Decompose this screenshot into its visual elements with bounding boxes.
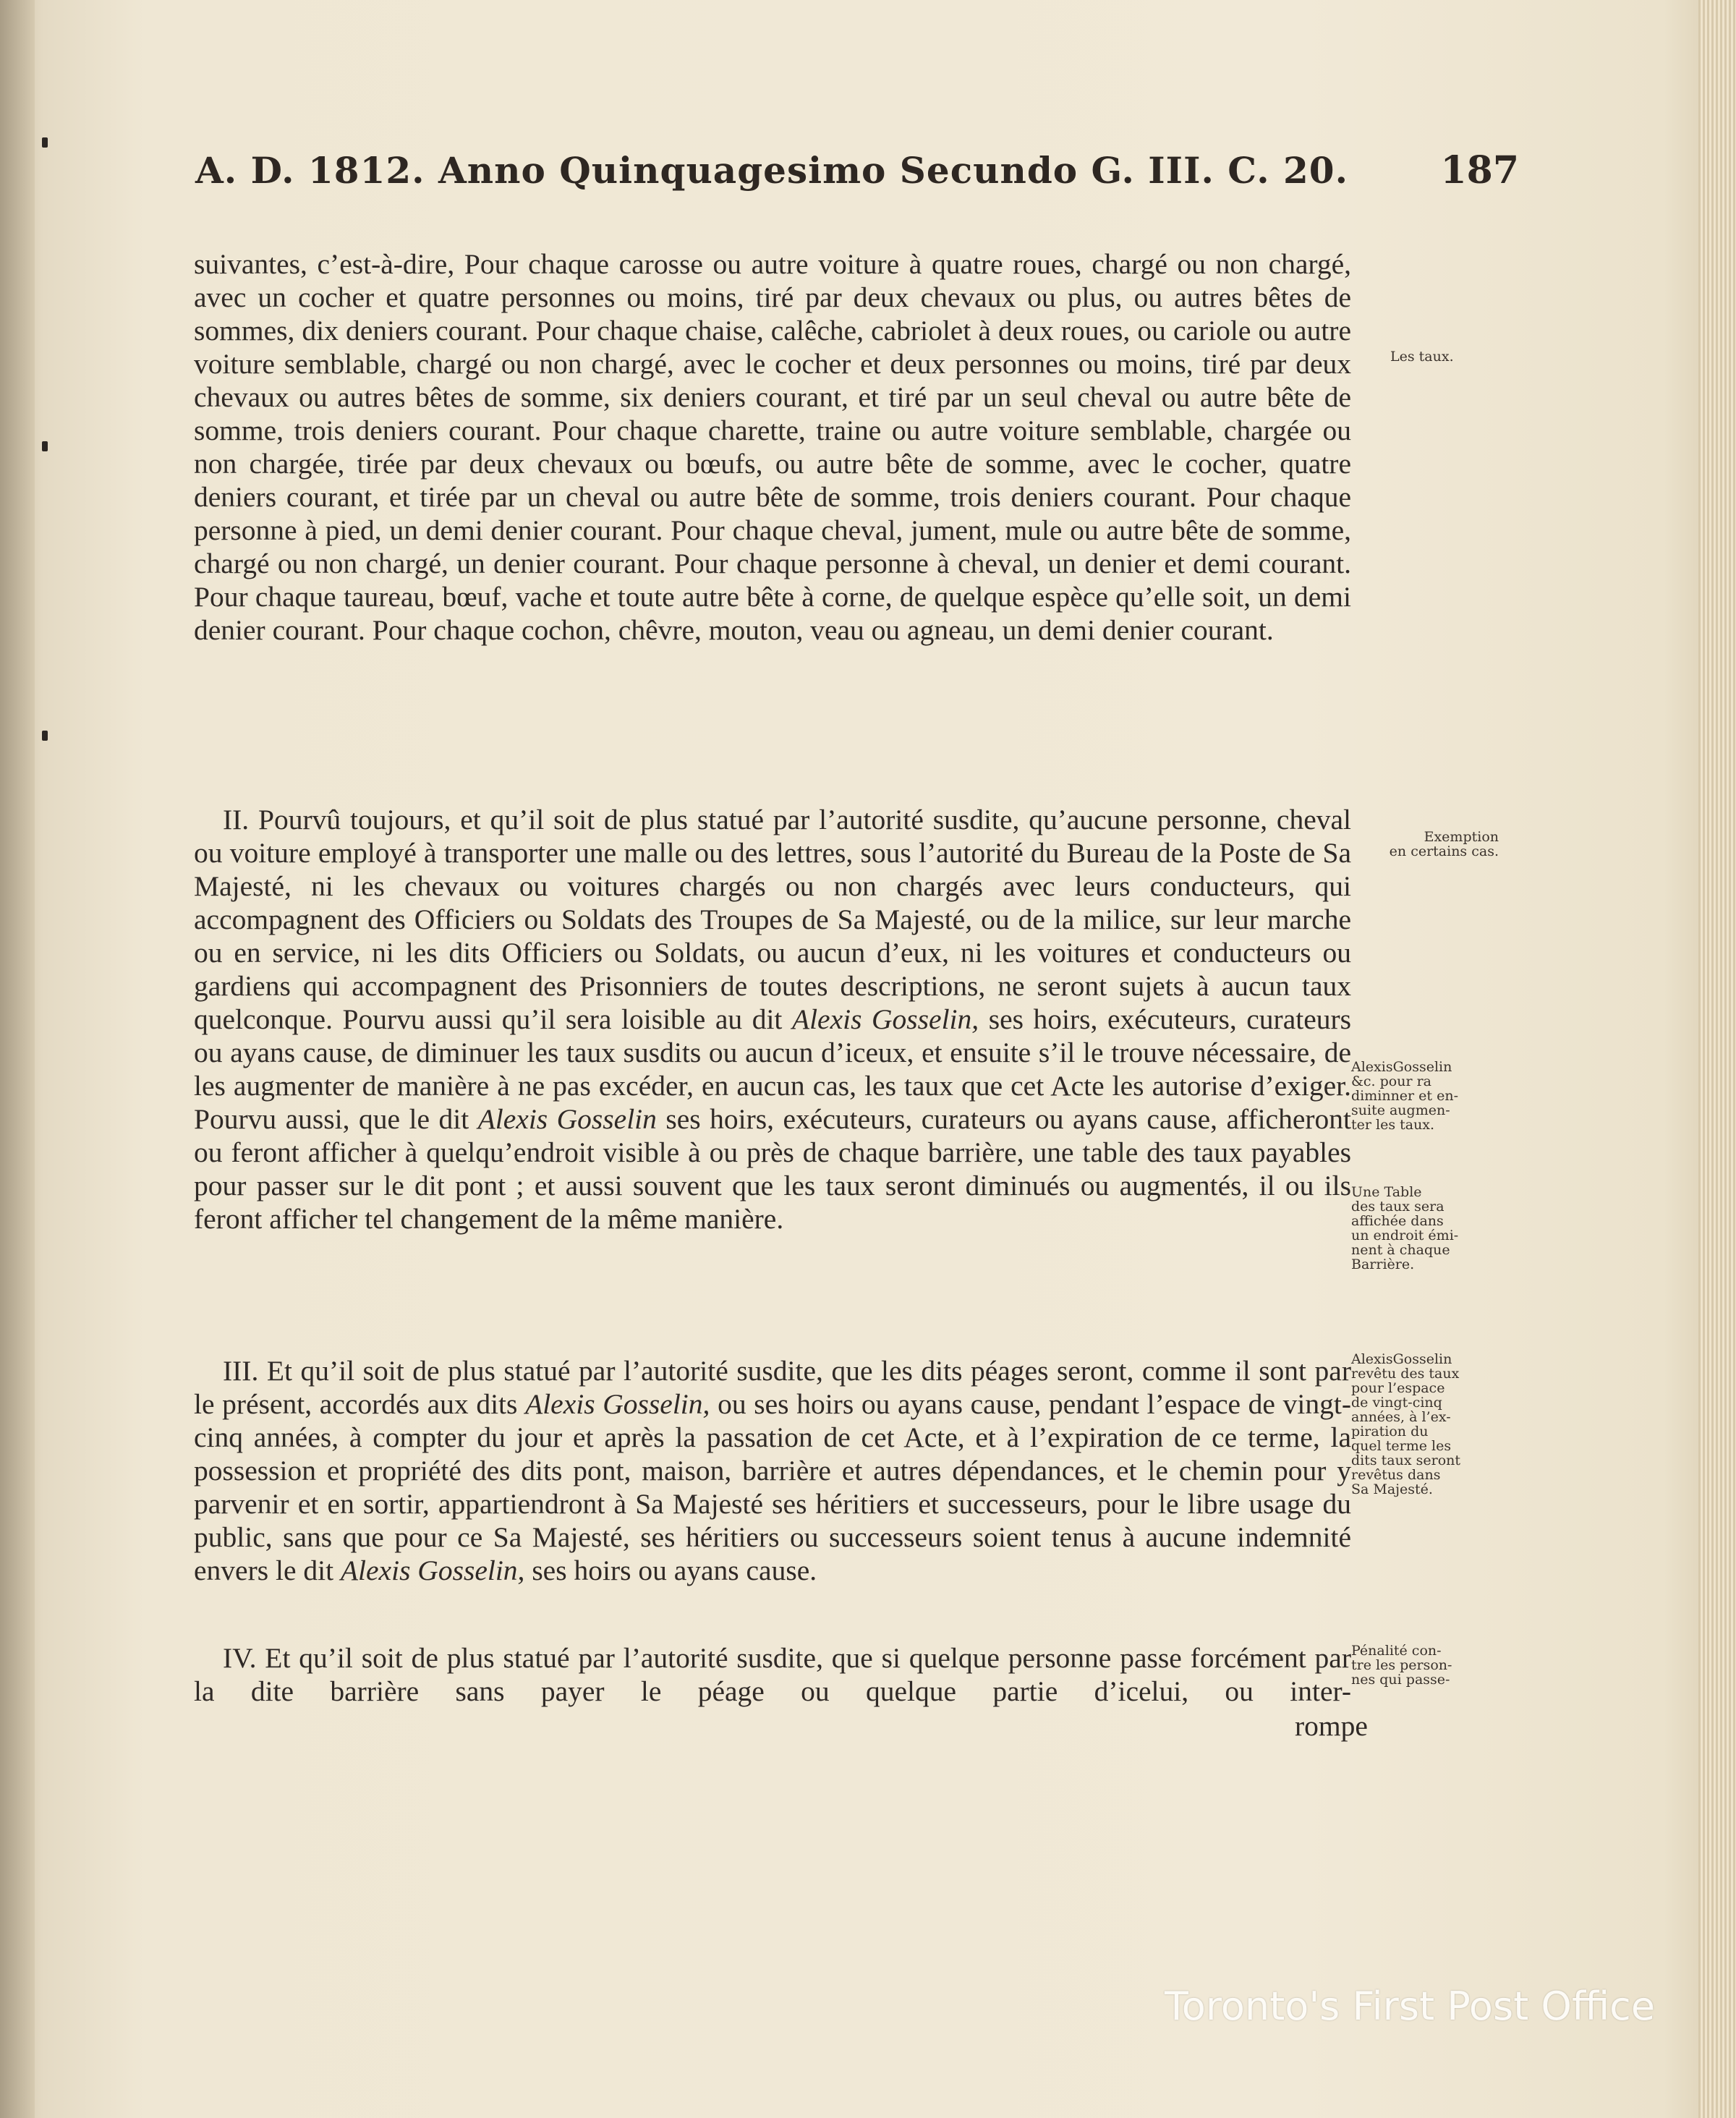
margin-note-rates: Les taux. [1390,349,1454,365]
text-run: ses hoirs ou ayans cause. [524,1555,817,1586]
person-name: Alexis Gosselin, [525,1388,710,1420]
margin-note-penalty: Pénalité con- tre les person- nes qui passe- [1351,1643,1452,1688]
paragraph-section-3 [194,1354,1351,1587]
text-run: ou ses hoirs ou ayans cause, pendant l’espace de vingt-cinq années, à compter du jour et après la passation de cet Acte, et à l’expiration de ce terme, la possession et propriété des dits pont, maison, barrière et autres dépendances, et le chemin pour y parvenir et en sortir, appartiendront à Sa Majesté ses héritiers et successeurs, pour le libre usage du public, sans que pour ce Sa Majesté, ses héritiers ou successeurs soient tenus à aucune indemnité envers le dit [194,1388,1351,1586]
paragraph-text: suivantes, c’est-à-dire, Pour chaque carosse ou autre voiture à quatre roues, chargé ou non chargé, avec un cocher et quatre personnes ou moins, tiré par deux chevaux ou plus, ou autres bêtes de sommes, dix deniers courant. Pour chaque chaise, calêche, cabriolet à deux roues, ou cariole ou autre voiture semblable, chargé ou non chargé, avec le cocher et deux personnes ou moins, tiré par deux chevaux ou autres bêtes de somme, six deniers courant, et tiré par un seul cheval ou autre bête de somme, trois deniers courant. Pour chaque charette, traine ou autre voiture semblable, chargée ou non chargée, tirée par deux chevaux ou bœufs, ou autre bête de somme, avec le cocher, quatre deniers courant, et tirée par un cheval ou autre bête de somme, trois deniers courant. Pour chaque personne à pied, un demi denier courant. Pour chaque cheval, jument, mule ou autre bête de somme, chargé ou non chargé, un denier courant. Pour chaque personne à cheval, un denier et demi courant. Pour chaque taureau, bœuf, vache et toute autre bête à corne, de quelque espèce qu’elle soit, un demi denier courant. Pour chaque cochon, chêvre, mouton, veau ou agneau, un demi denier courant. [194,248,1351,646]
running-title: A. D. 1812. Anno Quinquagesimo Secundo G. III. C. 20. [195,149,1348,192]
binding-mark [42,137,48,148]
paragraph-text [194,1354,1351,1587]
page-number: 187 [1440,148,1519,192]
paragraph-text [194,803,1351,1236]
paragraph-section-4 [194,1641,1351,1708]
margin-note-vesting: AlexisGosselin revêtu des taux pour l’espace de vingt-cinq années, à l’ex- piration du quel terme les dits taux seront revêtus dans Sa Majesté. [1351,1351,1461,1497]
margin-note-exemption: Exemption en certains cas. [1389,829,1499,859]
catchword: rompe [1295,1710,1368,1742]
person-name: Alexis Gosselin [477,1103,657,1135]
running-header [195,148,1519,206]
page-edges [1698,0,1736,2118]
paragraph-text: IV. Et qu’il soit de plus statué par l’autorité susdite, que si quelque personne passe forcément par la dite barrière sans payer le péage ou quelque partie d’icelui, ou inter- [194,1642,1351,1707]
book-gutter [0,0,35,2118]
binding-mark [42,441,48,451]
margin-note-adjust-rates: AlexisGosselin &c. pour ra diminner et en- suite augmen- ter les taux. [1351,1059,1458,1133]
paragraph-rates [194,247,1351,647]
text-run: ses hoirs, exécuteurs, curateurs ou ayans cause, afficheront ou feront afficher à quelqu’endroit visible à ou près de chaque barrière, une table des taux payables pour passer sur le dit pont ; et aussi souvent que les taux seront diminués ou augmentés, il ou ils feront afficher tel changement de la même manière. [194,1103,1351,1235]
person-name: Alexis Gosselin, [340,1555,525,1586]
binding-mark [42,731,48,741]
paragraph-section-2 [194,803,1351,1236]
watermark-caption: Toronto's First Post Office [1165,1983,1656,2029]
text-run: ses hoirs, exécuteurs, curateurs ou ayans cause, de diminuer les taux susdits ou aucun d’iceux, et ensuite s’il le trouve nécessaire, de les augmenter de manière à ne pas excéder, en aucun cas, les taux que cet Acte les autorise d’exiger. Pourvu aussi, que le dit [194,1003,1352,1135]
text-run: III. Et qu’il soit de plus statué par l’autorité susdite, que les dits péages seront, comme il sont par le présent, accordés aux dits [194,1355,1351,1420]
text-run: II. Pourvû toujours, et qu’il soit de plus statué par l’autorité susdite, qu’aucune personne, cheval ou voiture employé à transporter une malle ou des lettres, sous l’autorité du Bureau de la Poste de Sa Majesté, ni les chevaux ou voitures chargés ou non chargés avec leurs conducteurs, qui accompagnent des Officiers ou Soldats des Troupes de Sa Majesté, ou de la milice, sur leur marche ou en service, ni les dits Officiers ou Soldats, ou aucun d’eux, ni les voitures et conducteurs ou gardiens qui accompagnent des Prisonniers de toutes descriptions, ne seront sujets à aucun taux quelconque. Pourvu aussi qu’il sera loisible au dit [194,804,1351,1035]
person-name: Alexis Gosselin, [791,1003,979,1035]
margin-note-table: Une Table des taux sera affichée dans un endroit émi- nent à chaque Barrière. [1351,1184,1459,1272]
